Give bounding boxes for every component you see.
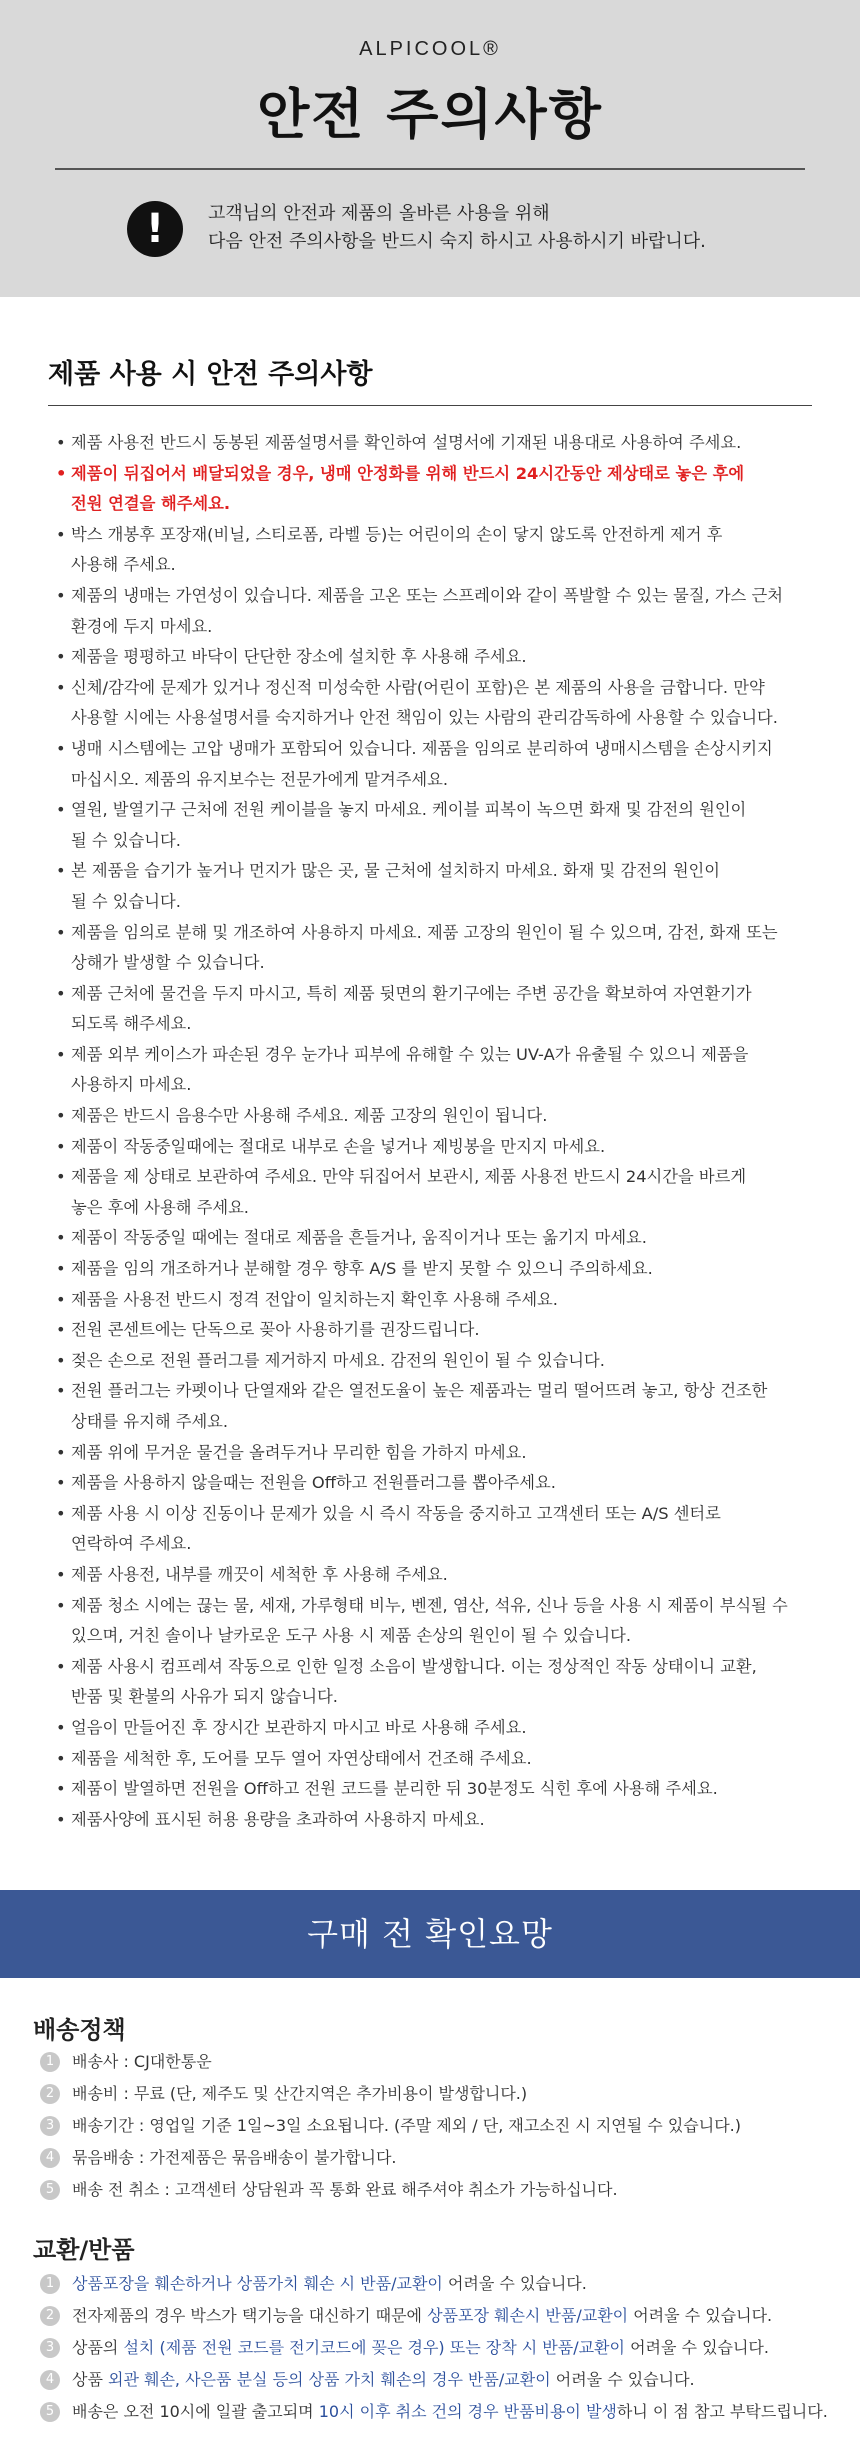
safety-rule <box>56 1805 816 1836</box>
safety-rule-line: 전원 연결을 해주세요. <box>71 494 231 514</box>
highlighted-text: 상품포장을 훼손하거나 상품가치 훼손 시 반품/교환이 <box>72 2274 443 2293</box>
safety-rule <box>56 1438 816 1469</box>
safety-rule <box>56 1223 816 1254</box>
plain-text: 상품의 <box>72 2338 124 2357</box>
safety-rule-line: • 제품이 작동중일 때에는 절대로 제품을 흔들거나, 움직이거나 또는 옮기지 마세요. <box>71 1228 647 1248</box>
safety-rule-line: • 제품이 작동중일때에는 절대로 내부로 손을 넣거나 제빙봉을 만지지 마세요. <box>71 1136 606 1156</box>
returns-policy-list <box>40 2268 840 2428</box>
notice-line-2: 다음 안전 주의사항을 반드시 숙지 하시고 사용하시기 바랍니다. <box>208 231 706 252</box>
safety-rule-line: 연락하여 주세요. <box>71 1534 192 1554</box>
safety-rule <box>56 1346 816 1377</box>
safety-rule-line: 사용해 주세요. <box>71 555 176 575</box>
safety-rule-line: • 박스 개봉후 포장재(비닐, 스티로폼, 라벨 등)는 어린이의 손이 닿지 않도록 안전하게 제거 후 <box>71 524 723 544</box>
shipping-item <box>40 2110 840 2142</box>
returns-item <box>40 2300 840 2332</box>
safety-rule <box>56 1162 816 1223</box>
safety-rule-line: • 전원 콘센트에는 단독으로 꽂아 사용하기를 권장드립니다. <box>71 1320 480 1340</box>
safety-rule-line: 반품 및 환불의 사유가 되지 않습니다. <box>71 1687 338 1707</box>
safety-rule <box>56 673 816 734</box>
plain-text: 어려울 수 있습니다. <box>628 2306 773 2325</box>
safety-rule-line: • 열원, 발열기구 근처에 전원 케이블을 놓지 마세요. 케이블 피복이 녹으면 화재 및 감전의 원인이 <box>71 800 747 820</box>
safety-rule-line: • 제품이 뒤집어서 배달되었을 경우, 냉매 안정화를 위해 반드시 24시간동안 제상태로 놓은 후에 <box>71 463 745 483</box>
shipping-item-text: 묶음배송 : 가전제품은 묶음배송이 불가합니다. <box>72 2148 397 2167</box>
safety-rule-line: 될 수 있습니다. <box>71 830 181 850</box>
safety-rule-line: • 제품을 평평하고 바닥이 단단한 장소에 설치한 후 사용해 주세요. <box>71 647 527 667</box>
safety-rule <box>56 856 816 917</box>
title-divider <box>55 168 805 170</box>
shipping-policy-list <box>40 2046 840 2206</box>
returns-item <box>40 2396 840 2428</box>
returns-item-text <box>72 2396 828 2428</box>
safety-rule <box>56 918 816 979</box>
safety-rule-line: • 얼음이 만들어진 후 장시간 보관하지 마시고 바로 사용해 주세요. <box>71 1717 527 1737</box>
highlighted-text: 상품포장 훼손시 반품/교환이 <box>427 2306 629 2325</box>
number-badge: 2 <box>40 2306 60 2326</box>
plain-text: 어려울 수 있습니다. <box>550 2370 695 2389</box>
safety-rule-line: • 제품 사용전 반드시 동봉된 제품설명서를 확인하여 설명서에 기재된 내용대로 사용하여 주세요. <box>71 433 742 452</box>
safety-rule-line: 되도록 해주세요. <box>71 1014 192 1034</box>
safety-rule-line: 상해가 발생할 수 있습니다. <box>71 953 265 973</box>
safety-rule-line: • 제품을 임의 개조하거나 분해할 경우 향후 A/S 를 받지 못할 수 있으니 주의하세요. <box>71 1259 653 1279</box>
shipping-policy-title: 배송정책 <box>33 2016 126 2044</box>
safety-rule <box>56 979 816 1040</box>
number-badge: 1 <box>40 2274 60 2294</box>
returns-item-text <box>72 2268 587 2300</box>
safety-rule <box>56 459 816 520</box>
safety-rule <box>56 1591 816 1652</box>
safety-rule <box>56 1774 816 1805</box>
safety-rule-line: 사용하지 마세요. <box>71 1075 192 1095</box>
safety-rule-line: • 제품 외부 케이스가 파손된 경우 눈가나 피부에 유해할 수 있는 UV-A가 유출될 수 있으니 제품을 <box>71 1044 749 1064</box>
safety-rule-line: • 제품을 사용하지 않을때는 전원을 Off하고 전원플러그를 뽑아주세요. <box>71 1473 556 1493</box>
plain-text: 상품 <box>72 2370 108 2389</box>
safety-rule <box>56 520 816 581</box>
safety-rule-line: 될 수 있습니다. <box>71 891 181 911</box>
safety-rule <box>56 1713 816 1744</box>
safety-rule-line: • 제품 위에 무거운 물건을 올려두거나 무리한 힘을 가하지 마세요. <box>71 1442 527 1462</box>
shipping-item-text: 배송기간 : 영업일 기준 1일~3일 소요됩니다. (주말 제외 / 단, 재고소진 시 지연될 수 있습니다.) <box>72 2116 741 2135</box>
shipping-item <box>40 2046 840 2078</box>
safety-rule-line: • 전원 플러그는 카펫이나 단열재와 같은 열전도율이 높은 제품과는 멀리 떨어뜨려 놓고, 항상 건조한 <box>71 1381 768 1401</box>
safety-section-title: 제품 사용 시 안전 주의사항 <box>48 359 373 390</box>
shipping-item <box>40 2142 840 2174</box>
safety-rule <box>56 642 816 673</box>
plain-text: 전자제품의 경우 박스가 택기능을 대신하기 때문에 <box>72 2306 428 2325</box>
returns-item-text <box>72 2332 769 2364</box>
safety-rule-line: • 제품 사용전, 내부를 깨끗이 세척한 후 사용해 주세요. <box>71 1564 448 1584</box>
number-badge: 4 <box>40 2148 60 2168</box>
safety-rule-line: • 제품 청소 시에는 끊는 물, 세재, 가루형태 비누, 벤젠, 염산, 석유, 신나 등을 사용 시 제품이 부식될 수 <box>71 1595 788 1615</box>
shipping-item-text: 배송 전 취소 : 고객센터 상담원과 꼭 통화 완료 해주셔야 취소가 가능하십니다. <box>72 2180 618 2199</box>
returns-policy-title: 교환/반품 <box>33 2236 135 2264</box>
plain-text: 하니 이 점 참고 부탁드립니다. <box>616 2402 828 2421</box>
number-badge: 4 <box>40 2370 60 2390</box>
safety-rules-list <box>56 428 816 1835</box>
number-badge: 5 <box>40 2180 60 2200</box>
safety-rule-line: 놓은 후에 사용해 주세요. <box>71 1197 249 1217</box>
safety-rule <box>56 1376 816 1437</box>
safety-rule <box>56 1101 816 1132</box>
safety-rule-line: 마십시오. 제품의 유지보수는 전문가에게 맡겨주세요. <box>71 769 449 789</box>
safety-rule-line: • 제품사양에 표시된 허용 용량을 초과하여 사용하지 마세요. <box>71 1809 485 1829</box>
section-divider <box>48 405 812 406</box>
safety-rule-line: • 본 제품을 습기가 높거나 먼지가 많은 곳, 물 근처에 설치하지 마세요. 화재 및 감전의 원인이 <box>71 861 721 881</box>
safety-rule <box>56 1132 816 1163</box>
safety-rule-line: • 제품을 제 상태로 보관하여 주세요. 만약 뒤집어서 보관시, 제품 사용전 반드시 24시간을 바르게 <box>71 1167 747 1187</box>
returns-item <box>40 2364 840 2396</box>
number-badge: 3 <box>40 2338 60 2358</box>
safety-rule-line: • 냉매 시스템에는 고압 냉매가 포함되어 있습니다. 제품을 임의로 분리하여 냉매시스템을 손상시키지 <box>71 738 773 758</box>
plain-text: 어려울 수 있습니다. <box>442 2274 587 2293</box>
shipping-item-text: 배송비 : 무료 (단, 제주도 및 산간지역은 추가비용이 발생합니다.) <box>72 2084 528 2103</box>
page-title: 안전 주의사항 <box>257 83 603 146</box>
header-section <box>0 0 860 297</box>
safety-rule-line: • 신체/감각에 문제가 있거나 정신적 미성숙한 사람(어린이 포함)은 본 제품의 사용을 금합니다. 만약 <box>71 677 765 697</box>
highlighted-text: 설치 (제품 전원 코드를 전기코드에 꽂은 경우) 또는 장착 시 반품/교환이 <box>123 2338 625 2357</box>
safety-rule <box>56 1468 816 1499</box>
safety-rule <box>56 1652 816 1713</box>
safety-rule-line: • 제품을 사용전 반드시 정격 전압이 일치하는지 확인후 사용해 주세요. <box>71 1289 558 1309</box>
safety-rule-line: 있으며, 거친 솔이나 날카로운 도구 사용 시 제품 손상의 원인이 될 수 있습니다. <box>71 1626 632 1646</box>
returns-item <box>40 2332 840 2364</box>
safety-rule <box>56 1285 816 1316</box>
brand-logo: ALPICOOL® <box>359 38 501 60</box>
safety-rule <box>56 1499 816 1560</box>
safety-rule-line: • 제품의 냉매는 가연성이 있습니다. 제품을 고온 또는 스프레이와 같이 폭발할 수 있는 물질, 가스 근처 <box>71 585 783 605</box>
safety-rule <box>56 1254 816 1285</box>
number-badge: 1 <box>40 2052 60 2072</box>
safety-rule-line: 환경에 두지 마세요. <box>71 616 213 636</box>
highlighted-text: 10시 이후 취소 건의 경우 반품비용이 발생 <box>318 2402 617 2421</box>
plain-text: 배송은 오전 10시에 일괄 출고되며 <box>72 2402 319 2421</box>
shipping-item <box>40 2174 840 2206</box>
safety-rule <box>56 1040 816 1101</box>
exclamation-icon: ! <box>127 201 183 257</box>
safety-rule-line: • 제품은 반드시 음용수만 사용해 주세요. 제품 고장의 원인이 됩니다. <box>71 1106 548 1126</box>
safety-rule-line: • 제품을 임의로 분해 및 개조하여 사용하지 마세요. 제품 고장의 원인이 될 수 있으며, 감전, 화재 또는 <box>71 922 778 942</box>
safety-rule-line: • 제품 근처에 물건을 두지 마시고, 특히 제품 뒷면의 환기구에는 주변 공간을 확보하여 자연환기가 <box>71 983 752 1003</box>
shipping-item-text: 배송사 : CJ대한통운 <box>72 2052 212 2071</box>
returns-item <box>40 2268 840 2300</box>
plain-text: 어려울 수 있습니다. <box>624 2338 769 2357</box>
safety-rule-line: • 제품 사용시 컴프레셔 작동으로 인한 일정 소음이 발생합니다. 이는 정상적인 작동 상태이니 교환, <box>71 1656 757 1676</box>
safety-rule-line: • 제품 사용 시 이상 진동이나 문제가 있을 시 즉시 작동을 중지하고 고객센터 또는 A/S 센터로 <box>71 1503 721 1523</box>
number-badge: 2 <box>40 2084 60 2104</box>
safety-rule-line: 상태를 유지해 주세요. <box>71 1412 229 1431</box>
number-badge: 3 <box>40 2116 60 2136</box>
safety-rule-line: 사용할 시에는 사용설명서를 숙지하거나 안전 책임이 있는 사람의 관리감독하에 사용할 수 있습니다. <box>71 708 778 728</box>
safety-rule-line: • 제품이 발열하면 전원을 Off하고 전원 코드를 분리한 뒤 30분정도 식힌 후에 사용해 주세요. <box>71 1779 718 1799</box>
safety-rule <box>56 1744 816 1775</box>
safety-rule-line: • 제품을 세척한 후, 도어를 모두 열어 자연상태에서 건조해 주세요. <box>71 1748 532 1768</box>
shipping-item <box>40 2078 840 2110</box>
returns-item-text <box>72 2364 695 2396</box>
safety-rule <box>56 734 816 795</box>
highlighted-text: 외관 훼손, 사은품 분실 등의 상품 가치 훼손의 경우 반품/교환이 <box>108 2370 551 2389</box>
safety-rule <box>56 1560 816 1591</box>
safety-rule <box>56 795 816 856</box>
returns-item-text <box>72 2300 772 2332</box>
safety-rule <box>56 581 816 642</box>
purchase-banner: 구매 전 확인요망 <box>0 1890 860 1978</box>
safety-rule <box>56 428 816 459</box>
safety-notice <box>208 200 706 256</box>
safety-rule-line: • 젖은 손으로 전원 플러그를 제거하지 마세요. 감전의 원인이 될 수 있습니다. <box>71 1350 605 1370</box>
notice-line-1: 고객님의 안전과 제품의 올바른 사용을 위해 <box>208 203 550 224</box>
number-badge: 5 <box>40 2402 60 2422</box>
safety-rule <box>56 1315 816 1346</box>
